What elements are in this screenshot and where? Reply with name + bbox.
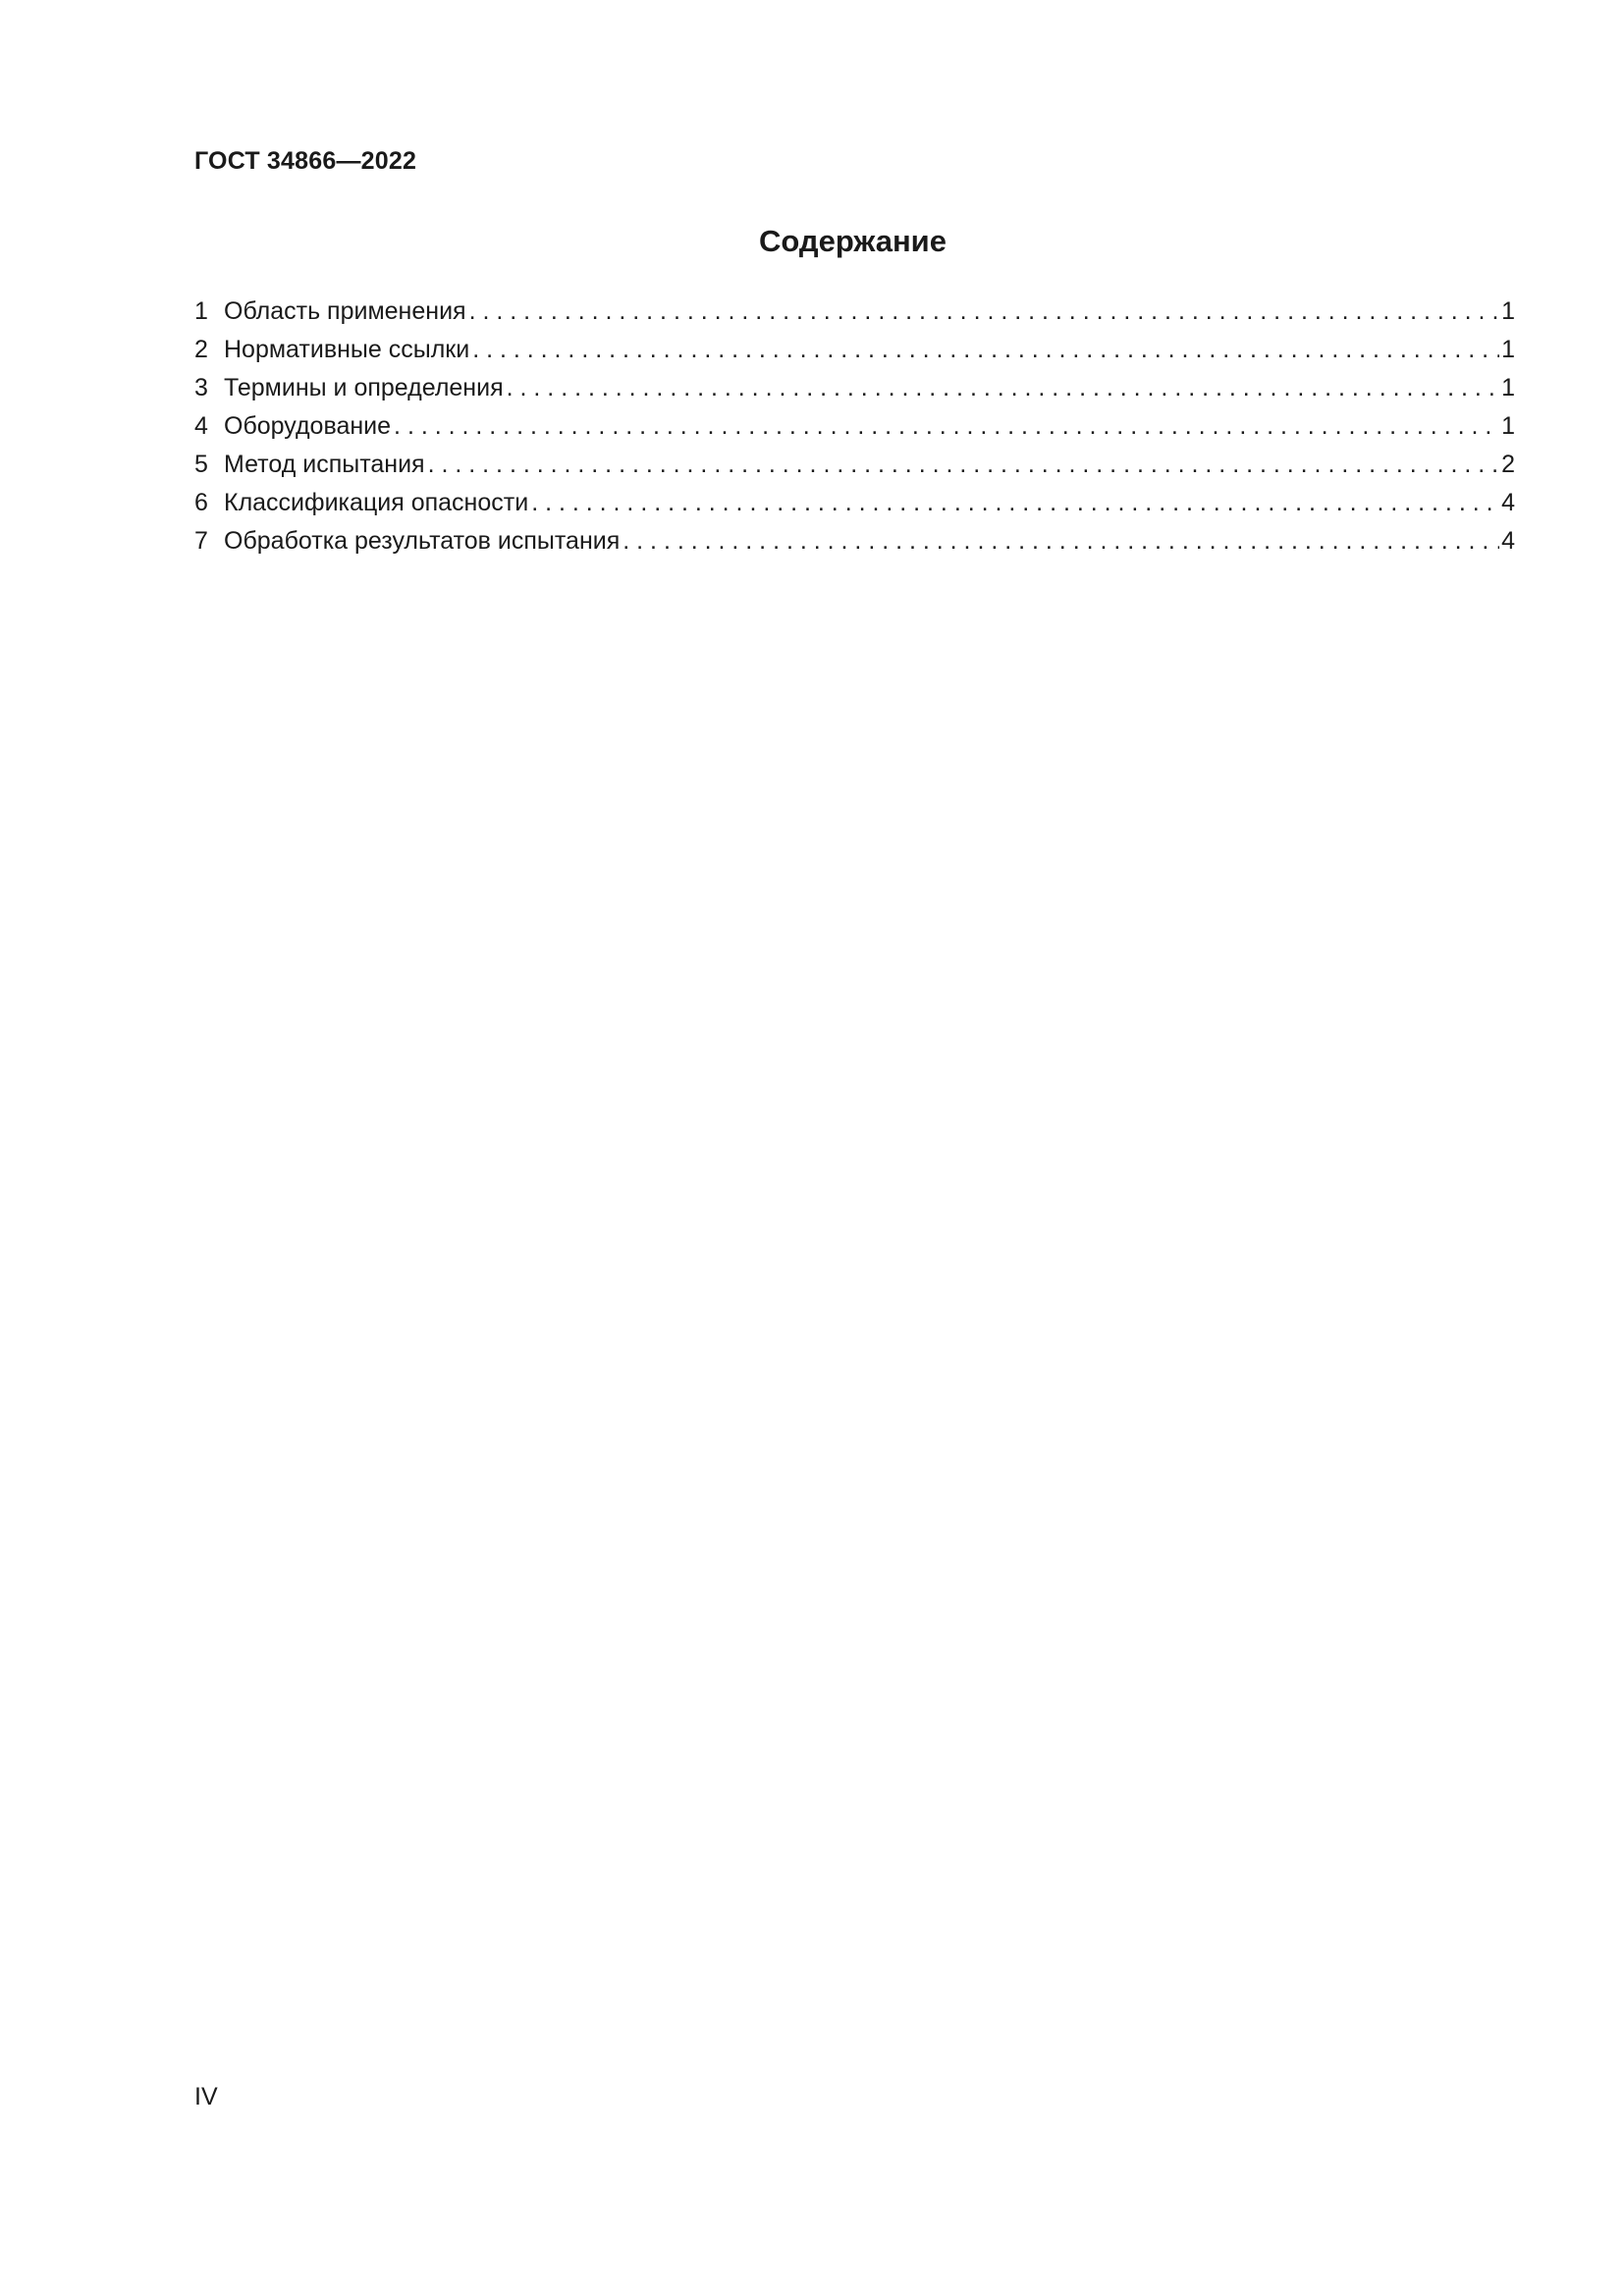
toc-dot-leader bbox=[469, 293, 1500, 331]
toc-entry-label: Область применения bbox=[224, 297, 466, 325]
toc-entry-number: 4 bbox=[194, 412, 208, 440]
toc-entry-page: 1 bbox=[1501, 412, 1515, 440]
toc-dot-leader bbox=[472, 331, 1499, 369]
toc-entry-page: 1 bbox=[1501, 297, 1515, 325]
toc-dot-leader bbox=[394, 407, 1499, 446]
toc-entry-number: 3 bbox=[194, 374, 208, 401]
toc-dot-leader bbox=[531, 484, 1499, 522]
toc-entry-number: 1 bbox=[194, 297, 208, 325]
toc-entry[interactable] bbox=[194, 446, 1515, 484]
toc-entry-label: Обработка результатов испытания bbox=[224, 527, 621, 555]
toc-entry-page: 4 bbox=[1501, 489, 1515, 516]
toc-entry-label: Оборудование bbox=[224, 412, 392, 440]
toc-entry[interactable] bbox=[194, 331, 1515, 369]
toc-entry[interactable] bbox=[194, 407, 1515, 446]
toc-entry[interactable] bbox=[194, 293, 1515, 331]
toc-dot-leader bbox=[507, 369, 1499, 407]
table-of-contents bbox=[194, 293, 1515, 561]
toc-entry[interactable] bbox=[194, 484, 1515, 522]
toc-entry-page: 2 bbox=[1501, 451, 1515, 478]
document-code-header: ГОСТ 34866—2022 bbox=[194, 147, 417, 175]
toc-entry-label: Классификация опасности bbox=[224, 489, 529, 516]
toc-entry-number: 6 bbox=[194, 489, 208, 516]
toc-entry-page: 1 bbox=[1501, 374, 1515, 401]
toc-entry[interactable] bbox=[194, 522, 1515, 561]
toc-entry-number: 2 bbox=[194, 336, 208, 363]
toc-dot-leader bbox=[428, 446, 1500, 484]
toc-entry-page: 4 bbox=[1501, 527, 1515, 555]
toc-entry-number: 7 bbox=[194, 527, 208, 555]
toc-entry[interactable] bbox=[194, 369, 1515, 407]
toc-dot-leader bbox=[623, 522, 1499, 561]
toc-entry-number: 5 bbox=[194, 451, 208, 478]
page-number: IV bbox=[194, 2083, 218, 2110]
toc-entry-label: Нормативные ссылки bbox=[224, 336, 470, 363]
toc-entry-page: 1 bbox=[1501, 336, 1515, 363]
toc-entry-label: Метод испытания bbox=[224, 451, 425, 478]
toc-entry-label: Термины и определения bbox=[224, 374, 504, 401]
toc-title: Содержание bbox=[759, 224, 947, 258]
